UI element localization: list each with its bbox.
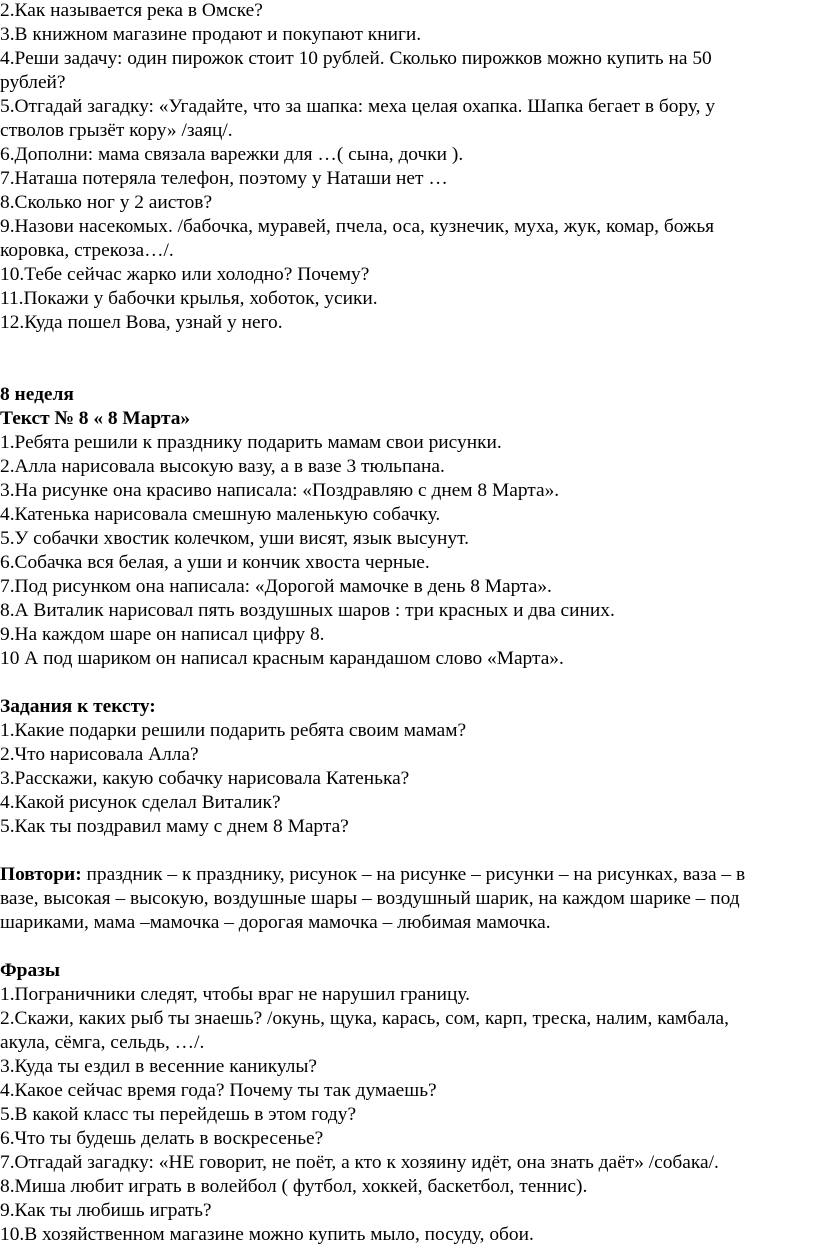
spacer (0, 839, 816, 863)
question-line: стволов грызёт кору» /заяц/. (0, 120, 233, 141)
text-line: 1.Ребята решили к празднику подарить мамам свои рисунки. (0, 432, 502, 453)
text-line: 8.А Виталик нарисовал пять воздушных шаров : три красных и два синих. (0, 600, 615, 621)
task-line: 2.Что нарисовала Алла? (0, 744, 199, 765)
question-line: 10.Тебе сейчас жарко или холодно? Почему? (0, 264, 370, 285)
question-line: коровка, стрекоза…/. (0, 240, 174, 261)
phrase-line: 10.В хозяйственном магазине можно купить мыло, посуду, обои. (0, 1224, 534, 1245)
phrase-line: 4.Какое сейчас время года? Почему ты так думаешь? (0, 1080, 437, 1101)
week-heading: 8 неделя (0, 384, 74, 405)
text-line: 5.У собачки хвостик колечком, уши висят, язык высунут. (0, 528, 469, 549)
repeat-line (0, 863, 816, 887)
text-heading: Текст № 8 « 8 Марта» (0, 408, 191, 429)
phrases-heading: Фразы (0, 960, 61, 981)
repeat-block (0, 863, 816, 935)
phrase-line: 9.Как ты любишь играть? (0, 1200, 212, 1221)
repeat-line: шариками, мама –мамочка – дорогая мамочка – любимая мамочка. (0, 912, 551, 933)
spacer (0, 359, 816, 383)
repeat-line: вазе, высокая – высокую, воздушные шары – воздушный шарик, на каждом шарике – под (0, 888, 740, 909)
question-line: 12.Куда пошел Вова, узнай у него. (0, 312, 283, 333)
repeat-text: праздник – к празднику, рисунок – на рисунке – рисунки – на рисунках, ваза – в (81, 864, 746, 885)
repeat-label: Повтори: (0, 864, 82, 885)
question-line: 4.Реши задачу: один пирожок стоит 10 рублей. Сколько пирожков можно купить на 50 (0, 48, 712, 69)
phrase-line: 1.Пограничники следят, чтобы враг не нарушил границу. (0, 984, 470, 1005)
phrase-line: 8.Миша любит играть в волейбол ( футбол, хоккей, баскетбол, теннис). (0, 1176, 588, 1197)
text-line: 9.На каждом шаре он написал цифру 8. (0, 624, 325, 645)
question-line: 6.Дополни: мама связала варежки для …( сына, дочки ). (0, 144, 464, 165)
question-line: 9.Назови насекомых. /бабочка, муравей, пчела, оса, кузнечик, муха, жук, комар, божья (0, 216, 715, 237)
text-line: 4.Катенька нарисовала смешную маленькую собачку. (0, 504, 441, 525)
task-line: 3.Расскажи, какую собачку нарисовала Катенька? (0, 768, 410, 789)
spacer (0, 935, 816, 959)
spacer (0, 671, 816, 695)
phrase-line: акула, сёмга, сельдь, …/. (0, 1032, 205, 1053)
question-line: 5.Отгадай загадку: «Угадайте, что за шапка: меха целая охапка. Шапка бегает в бору, у (0, 96, 716, 117)
question-line: 8.Сколько ног у 2 аистов? (0, 192, 213, 213)
question-line: 11.Покажи у бабочки крылья, хоботок, усики. (0, 288, 378, 309)
text-line: 7.Под рисунком она написала: «Дорогой мамочке в день 8 Марта». (0, 576, 552, 597)
phrase-line: 3.Куда ты ездил в весенние каникулы? (0, 1056, 318, 1077)
task-line: 5.Как ты поздравил маму с днем 8 Марта? (0, 816, 349, 837)
task-line: 1.Какие подарки решили подарить ребята своим мамам? (0, 720, 467, 741)
spacer (0, 335, 816, 359)
phrase-line: 7.Отгадай загадку: «НЕ говорит, не поёт, а кто к хозяину идёт, она знать даёт» /собака/. (0, 1152, 719, 1173)
phrase-line: 2.Скажи, каких рыб ты знаешь? /окунь, щука, карась, сом, карп, треска, налим, камбала, (0, 1008, 729, 1029)
task-line: 4.Какой рисунок сделал Виталик? (0, 792, 281, 813)
phrase-line: 5.В какой класс ты перейдешь в этом году? (0, 1104, 357, 1125)
text-block (0, 431, 816, 671)
phrases-block (0, 983, 816, 1247)
phrase-line: 6.Что ты будешь делать в воскресенье? (0, 1128, 324, 1149)
text-line: 3.На рисунке она красиво написала: «Поздравляю с днем 8 Марта». (0, 480, 560, 501)
tasks-heading: Задания к тексту: (0, 696, 156, 717)
question-line: 2.Как называется река в Омске? (0, 0, 263, 21)
questions-block (0, 0, 816, 335)
question-line: рублей? (0, 72, 66, 93)
text-line: 2.Алла нарисовала высокую вазу, а в вазе 3 тюльпана. (0, 456, 445, 477)
text-line: 6.Собачка вся белая, а уши и кончик хвоста черные. (0, 552, 430, 573)
question-line: 3.В книжном магазине продают и покупают книги. (0, 24, 422, 45)
question-line: 7.Наташа потеряла телефон, поэтому у Наташи нет … (0, 168, 448, 189)
tasks-block (0, 719, 816, 839)
text-line: 10 А под шариком он написал красным карандашом слово «Марта». (0, 648, 564, 669)
